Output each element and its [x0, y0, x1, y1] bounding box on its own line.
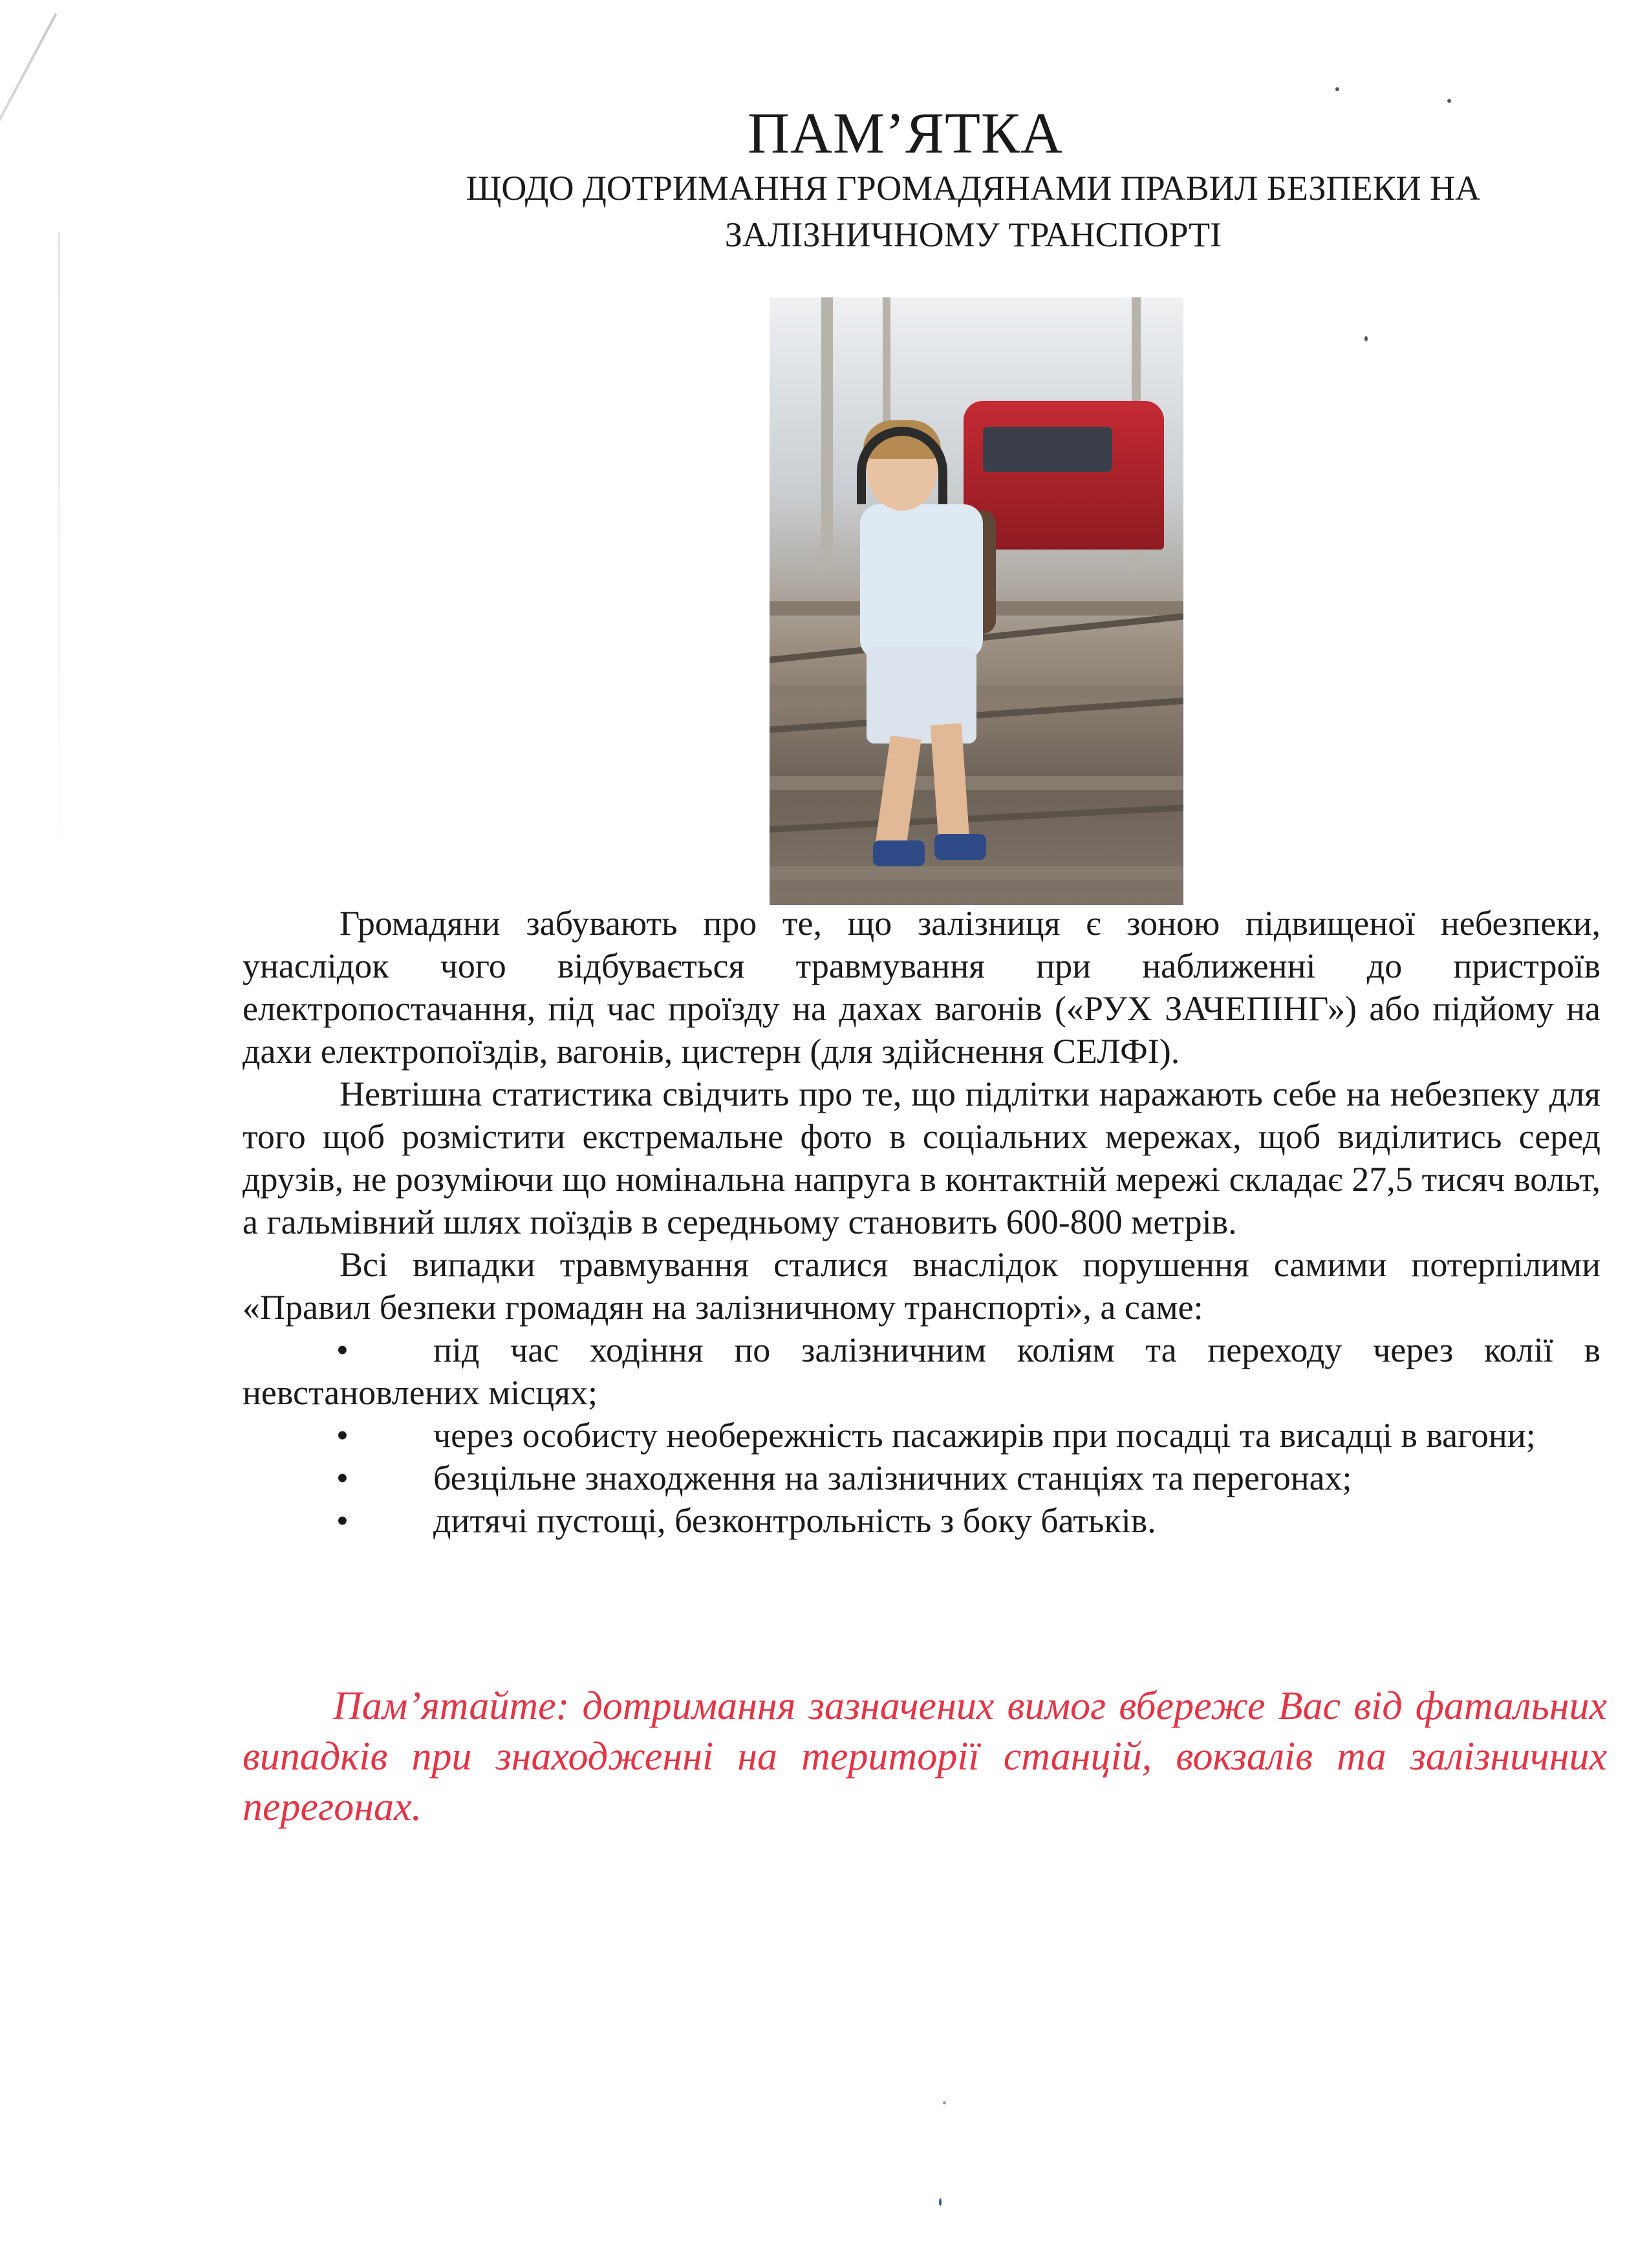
photo-rail: [770, 802, 1183, 834]
scan-speck: [1335, 87, 1339, 91]
photo-leg: [875, 735, 921, 848]
photo-pole: [821, 297, 833, 569]
scan-speck: [939, 2198, 942, 2206]
photo-train-window: [983, 427, 1112, 472]
page-subtitle: ЩОДО ДОТРИМАННЯ ГРОМАДЯНАМИ ПРАВИЛ БЕЗПЕКИ НА ЗАЛІЗНИЧНОМУ ТРАНСПОРТІ: [466, 169, 1481, 254]
paragraph-2: Невтішна статистика свідчить про те, що підлітки наражають себе на небезпеку для того щоб розмістити екстремальне фото в соціальних мережах, щоб виділитись серед друзів, не розуміючи що номінальна напруга в контактній мережі складає 27,5 тисяч вольт, а гальмівний шлях поїздів в середньому становить 600-800 метрів.: [242, 1075, 1600, 1241]
boy-on-railway-photo: [770, 297, 1183, 905]
photo-shoe: [873, 840, 925, 866]
bullet-icon: •: [336, 1459, 349, 1497]
list-item: [242, 1414, 1600, 1457]
warning-note: Пам’ятайте: дотримання зазначених вимог вбереже Вас від фатальних випадків при знаходженні на території станцій, вокзалів та залізничних перегонах.: [242, 1684, 1607, 1829]
photo-sleeper: [770, 776, 1183, 790]
list-item: [242, 1499, 1600, 1542]
scan-edge-shadow: [58, 233, 60, 879]
scan-speck: [943, 2101, 946, 2104]
paragraph-1: Громадяни забувають про те, що залізниця є зоною підвищеної небезпеки, унаслідок чого відбувається травмування при наближенні до пристроїв електропостачання, під час проїзду на дахах вагонів («РУХ ЗАЧЕПІНГ») або підйому на дахи електропоїздів, вагонів, цистерн (для здійснення СЕЛФІ).: [242, 904, 1600, 1071]
bullet-icon: •: [336, 1416, 349, 1455]
list-item: [242, 1457, 1600, 1499]
photo-sleeper: [770, 866, 1183, 881]
photo-rail: [770, 694, 1183, 735]
paragraph-3: Всі випадки травмування сталися внаслідок порушення самими потерпілими «Правил безпеки громадян на залізничному транспорті», а саме:: [242, 1245, 1600, 1327]
list-item-text: безцільне знаходження на залізничних станціях та перегонах;: [433, 1459, 1352, 1497]
list-item: [242, 1329, 1600, 1414]
page-title: ПАМ’ЯТКА: [747, 102, 1063, 166]
list-item-text: під час ходіння по залізничним коліям та переходу через колії в невстановлених місцях;: [242, 1331, 1600, 1412]
scan-speck: [1364, 336, 1368, 341]
list-item-text: дитячі пустощі, безконтрольність з боку батьків.: [433, 1501, 1156, 1540]
photo-shirt: [860, 504, 983, 659]
list-item-text: через особисту необережність пасажирів при посадці та висадці в вагони;: [433, 1416, 1536, 1455]
photo-shoe: [934, 834, 986, 860]
bullet-icon: •: [336, 1501, 349, 1540]
bullet-icon: •: [336, 1331, 349, 1369]
body-text: [242, 902, 1600, 1542]
photo-sleeper: [770, 685, 1183, 700]
